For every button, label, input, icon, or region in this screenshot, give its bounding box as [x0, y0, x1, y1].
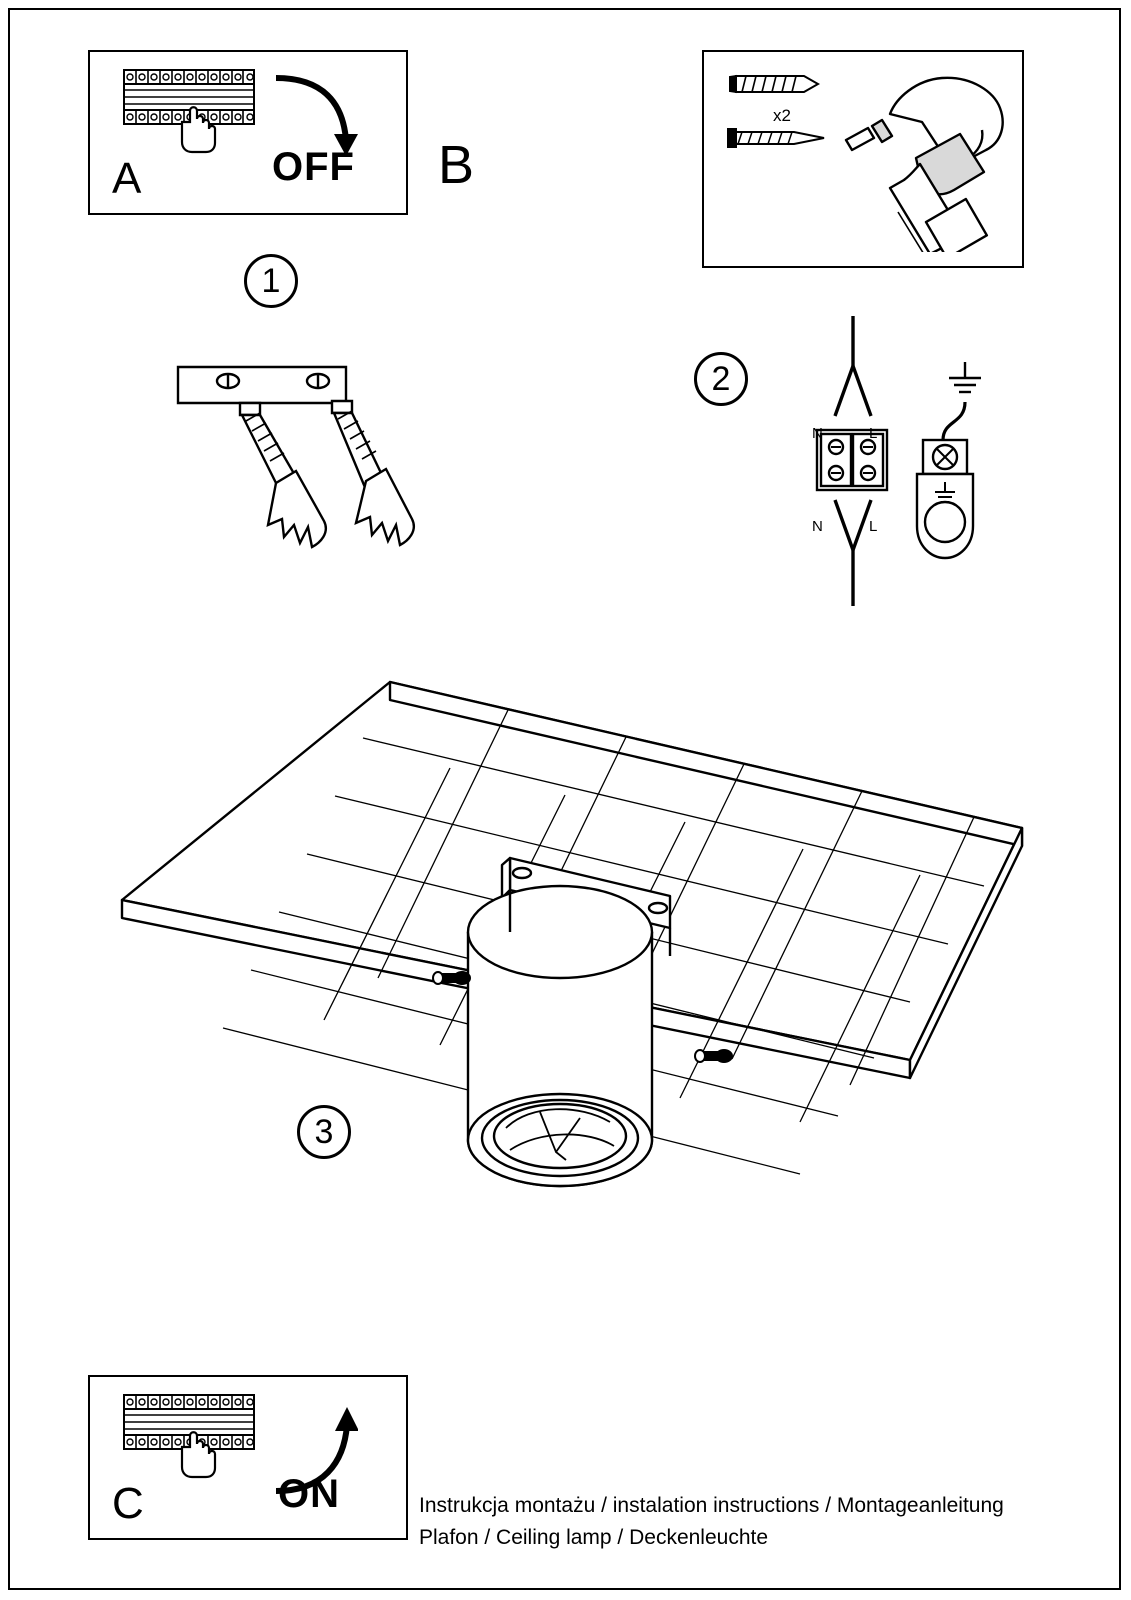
screw-icon [724, 122, 834, 158]
step-a-action-label: OFF [272, 145, 355, 189]
step-c-action-label: ON [278, 1472, 340, 1516]
step-1-badge: 1 [244, 254, 298, 308]
step-b-letter: B [438, 135, 475, 195]
step-3-badge: 3 [297, 1105, 351, 1159]
wall-plug-icon [724, 64, 834, 106]
step-a-letter: A [112, 154, 142, 203]
terminal-label-n-top: N [812, 425, 823, 442]
footer-instruction-line-1: Instrukcja montażu / instalation instructions / Montageanleitung [419, 1494, 1004, 1517]
step-c-panel [88, 1375, 408, 1540]
step-c-letter: C [112, 1479, 144, 1528]
step-a-panel [88, 50, 408, 215]
power-drill-icon [842, 70, 1018, 252]
footer-instruction-line-2: Plafon / Ceiling lamp / Deckenleuchte [419, 1526, 769, 1549]
terminal-label-l-top: L [869, 425, 878, 442]
step-b-panel [702, 50, 1024, 268]
ceiling-mounted-lamp-icon [110, 660, 1040, 1250]
step-2-badge: 2 [694, 352, 748, 406]
terminal-label-n-bottom: N [812, 518, 823, 535]
terminal-block-wiring-icon [795, 310, 1015, 620]
step-b-quantity-label: x2 [773, 106, 791, 125]
mounting-bracket-with-screws-icon [170, 355, 450, 595]
terminal-label-l-bottom: L [869, 518, 878, 535]
